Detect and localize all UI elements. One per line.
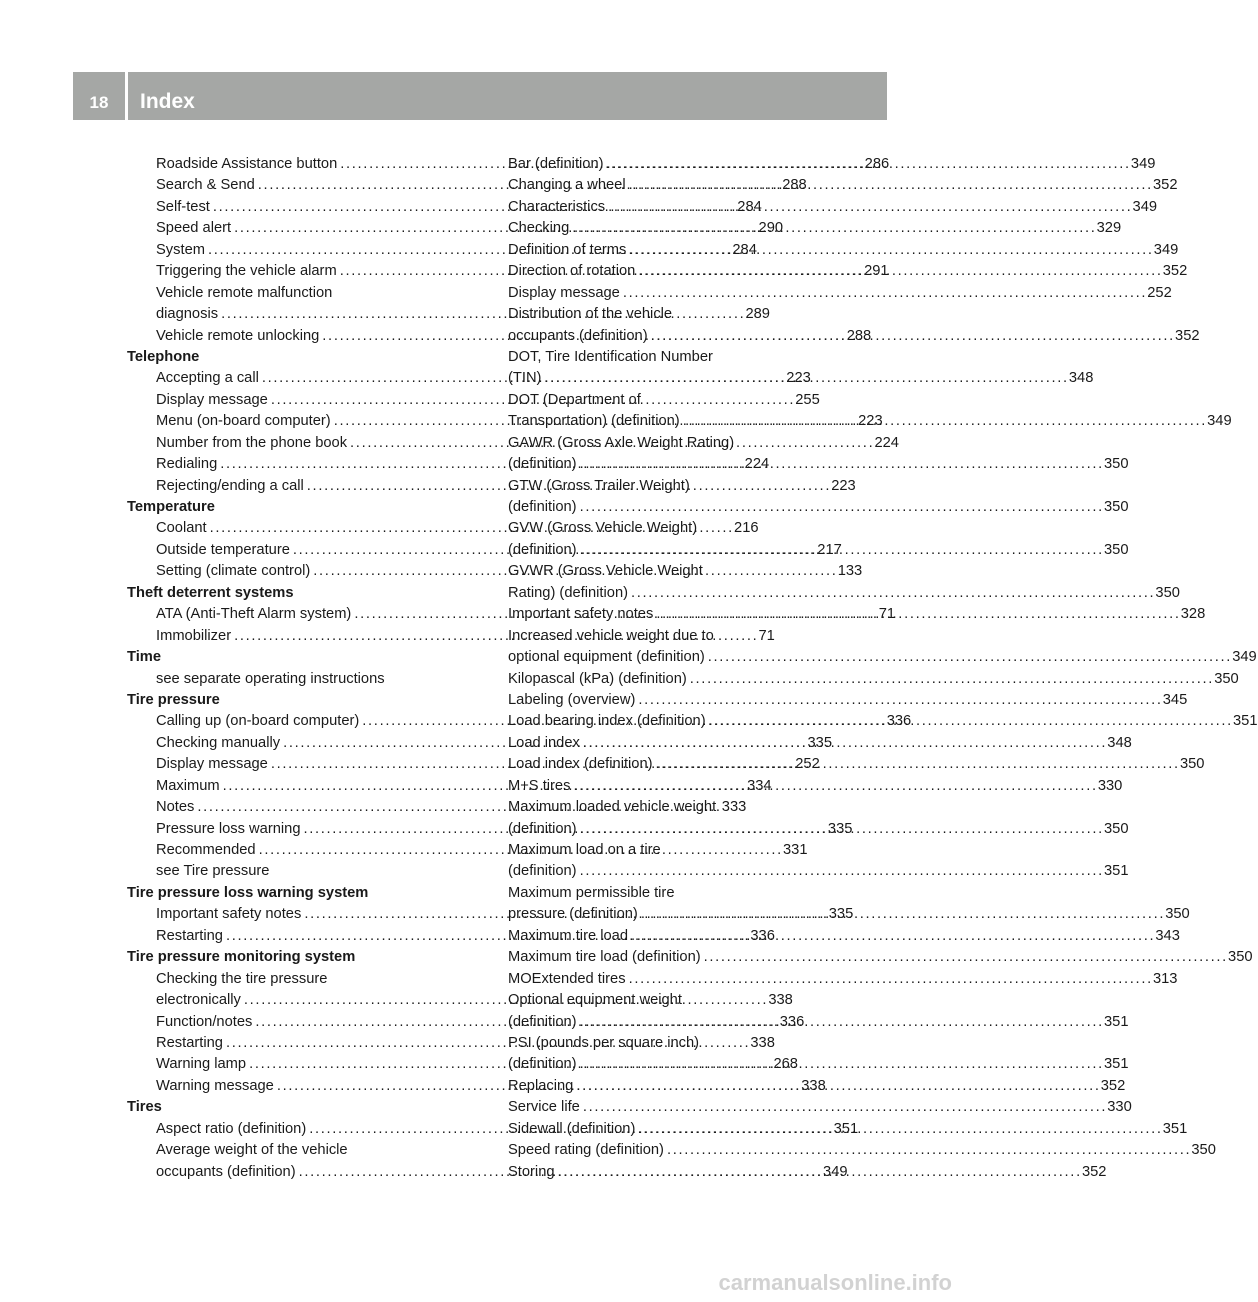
dot-leader bbox=[580, 819, 1101, 840]
entry-text: System bbox=[156, 241, 205, 258]
dot-leader bbox=[704, 947, 1225, 968]
index-entry bbox=[127, 969, 459, 990]
dot-leader bbox=[558, 1162, 1079, 1183]
page-reference: 352 bbox=[1153, 177, 1178, 194]
index-entry bbox=[508, 454, 1129, 475]
index-heading bbox=[127, 583, 459, 604]
index-entry bbox=[508, 368, 1094, 389]
entry-text: Tires bbox=[127, 1099, 162, 1116]
entry-text: Accepting a call bbox=[156, 370, 259, 387]
page-reference: 350 bbox=[1191, 1142, 1216, 1159]
index-entry bbox=[127, 1140, 459, 1161]
dot-leader bbox=[638, 261, 1159, 282]
page-reference: 216 bbox=[734, 520, 759, 537]
page-reference: 350 bbox=[1155, 584, 1180, 601]
page-reference: 352 bbox=[1162, 263, 1188, 280]
page-reference: 350 bbox=[1103, 456, 1129, 473]
entry-text: Maximum tire load bbox=[508, 927, 628, 944]
entry-text: Vehicle remote malfunction bbox=[156, 284, 333, 301]
index-entry bbox=[508, 476, 811, 497]
entry-text: Calling up (on-board computer) bbox=[156, 713, 360, 730]
entry-text: Coolant bbox=[156, 520, 207, 537]
page-reference: 350 bbox=[1179, 756, 1205, 773]
page-reference: 252 bbox=[795, 756, 820, 773]
index-entry bbox=[508, 797, 811, 818]
entry-text: Load index bbox=[508, 734, 580, 751]
entry-text: Setting (climate control) bbox=[156, 563, 311, 580]
index-heading bbox=[127, 1097, 459, 1118]
index-entry bbox=[508, 626, 811, 647]
entry-text: MOExtended tires bbox=[508, 970, 626, 987]
page-reference: 334 bbox=[747, 777, 772, 794]
entry-text: Temperature bbox=[127, 499, 215, 515]
entry-text: Maximum tire load (definition) bbox=[508, 949, 701, 966]
entry-text: optional equipment (definition) bbox=[508, 649, 705, 666]
watermark: carmanualsonline.info bbox=[718, 1270, 952, 1295]
index-heading bbox=[127, 497, 459, 518]
page-reference: 348 bbox=[1068, 370, 1094, 387]
dot-leader bbox=[708, 647, 1229, 668]
entry-text: Menu (on-board computer) bbox=[156, 413, 331, 430]
entry-text: Restarting bbox=[156, 1034, 223, 1051]
entry-text: Definition of terms bbox=[508, 241, 627, 258]
index-entry bbox=[508, 840, 811, 861]
page-reference: 350 bbox=[1165, 906, 1190, 923]
entry-text: Display message bbox=[508, 284, 620, 301]
index-heading bbox=[127, 690, 459, 711]
entry-text: Function/notes bbox=[156, 1013, 253, 1030]
entry-text: Average weight of the vehicle bbox=[156, 1142, 348, 1159]
index-entry bbox=[127, 861, 459, 882]
page-reference: 333 bbox=[721, 799, 747, 816]
page-reference: 289 bbox=[745, 306, 770, 323]
dot-leader bbox=[667, 1140, 1188, 1161]
page-reference: 351 bbox=[1233, 713, 1258, 730]
entry-text: ATA (Anti-Theft Alarm system) bbox=[156, 606, 352, 623]
entry-text: GVW (Gross Vehicle Weight) bbox=[508, 520, 698, 537]
entry-text: (definition) bbox=[508, 456, 577, 473]
index-entry bbox=[508, 497, 1129, 518]
dot-leader bbox=[683, 411, 1204, 432]
index-heading bbox=[127, 947, 459, 968]
index-entry bbox=[127, 368, 811, 389]
dot-leader bbox=[580, 861, 1101, 882]
index-entry bbox=[127, 669, 459, 690]
page-reference: 352 bbox=[1175, 327, 1200, 344]
entry-text: Maximum loaded vehicle weight bbox=[508, 799, 717, 816]
entry-text: Labeling (overview) bbox=[508, 691, 636, 708]
entry-text: Immobilizer bbox=[156, 627, 232, 644]
entry-text: Search & Send bbox=[156, 177, 255, 194]
index-entry bbox=[508, 304, 811, 325]
entry-text: Redialing bbox=[156, 456, 218, 473]
entry-text: (definition) bbox=[508, 541, 577, 558]
index-entry bbox=[508, 947, 1253, 968]
page-reference: 330 bbox=[1107, 1099, 1132, 1116]
page-reference: 288 bbox=[782, 177, 807, 194]
page-reference: 286 bbox=[864, 156, 890, 172]
entry-text: Service life bbox=[508, 1099, 580, 1116]
entry-text: electronically bbox=[156, 992, 241, 1009]
page-reference: 336 bbox=[779, 1013, 805, 1030]
page-reference: 290 bbox=[758, 220, 784, 237]
dot-leader bbox=[580, 454, 1101, 475]
index-entry bbox=[508, 1140, 1216, 1161]
page-reference: 223 bbox=[831, 477, 856, 494]
dot-leader bbox=[631, 583, 1152, 604]
index-entry bbox=[508, 883, 811, 904]
entry-text: Important safety notes bbox=[156, 906, 302, 923]
page-reference: 338 bbox=[768, 992, 793, 1009]
entry-text: GTW (Gross Trailer Weight) bbox=[508, 477, 690, 494]
dot-leader bbox=[580, 540, 1101, 561]
entry-text: (definition) bbox=[508, 863, 577, 880]
entry-text: Load index (definition) bbox=[508, 756, 653, 773]
entry-text: Kilopascal (kPa) (definition) bbox=[508, 670, 687, 687]
entry-text: GVWR (Gross Vehicle Weight bbox=[508, 563, 703, 580]
index-entry bbox=[508, 690, 1188, 711]
page-reference: 284 bbox=[732, 241, 757, 258]
dot-leader bbox=[629, 969, 1150, 990]
dot-leader bbox=[580, 1054, 1101, 1075]
index-entry bbox=[508, 1054, 1129, 1075]
index-entry bbox=[508, 1012, 1129, 1033]
entry-text: Self-test bbox=[156, 198, 210, 215]
entry-text: Maximum bbox=[156, 777, 220, 794]
page-reference: 351 bbox=[1103, 1013, 1129, 1030]
page-reference: 288 bbox=[846, 327, 872, 344]
entry-text: pressure (definition) bbox=[508, 906, 638, 923]
index-entry bbox=[508, 969, 1178, 990]
header-divider bbox=[125, 72, 128, 120]
page-reference: 345 bbox=[1162, 691, 1188, 708]
page-reference: 348 bbox=[1107, 734, 1132, 751]
dot-leader bbox=[580, 497, 1101, 518]
entry-text: Outside temperature bbox=[156, 541, 290, 558]
page-reference: 291 bbox=[864, 263, 889, 280]
index-entry bbox=[508, 218, 1122, 239]
index-heading bbox=[127, 883, 459, 904]
entry-text: Display message bbox=[156, 756, 268, 773]
dot-leader bbox=[607, 154, 1128, 175]
index-entry bbox=[508, 197, 1158, 218]
entry-text: Distribution of the vehicle bbox=[508, 306, 673, 323]
dot-leader bbox=[638, 690, 1159, 711]
entry-text: GAWR (Gross Axle Weight Rating) bbox=[508, 434, 735, 451]
entry-text: diagnosis bbox=[156, 306, 219, 323]
entry-text: Tire pressure bbox=[127, 691, 220, 708]
page-reference: 328 bbox=[1180, 606, 1206, 623]
entry-text: Increased vehicle weight due to bbox=[508, 627, 714, 644]
page-reference: 335 bbox=[827, 820, 853, 837]
dot-leader bbox=[572, 218, 1093, 239]
page-reference: 71 bbox=[878, 606, 896, 623]
entry-text: occupants (definition) bbox=[156, 1163, 296, 1180]
entry-text: (TIN) bbox=[508, 370, 542, 387]
index-entry bbox=[508, 390, 811, 411]
page-reference: 284 bbox=[737, 198, 762, 215]
index-entry bbox=[508, 669, 1239, 690]
entry-text: Maximum load on a tire bbox=[508, 842, 661, 858]
page-reference: 224 bbox=[744, 456, 770, 473]
page-reference: 338 bbox=[750, 1034, 775, 1051]
page-reference: 349 bbox=[1153, 241, 1179, 258]
page-reference: 336 bbox=[886, 713, 912, 730]
entry-text: Vehicle remote unlocking bbox=[156, 327, 320, 344]
entry-text: Restarting bbox=[156, 927, 223, 944]
page-reference: 255 bbox=[795, 391, 820, 408]
index-entry bbox=[508, 240, 1179, 261]
page-reference: 133 bbox=[837, 563, 863, 580]
page-reference: 335 bbox=[807, 734, 833, 751]
dot-leader bbox=[638, 1119, 1159, 1140]
dot-leader bbox=[583, 1097, 1104, 1118]
entry-text: Important safety notes bbox=[508, 606, 654, 623]
entry-text: Checking bbox=[508, 220, 570, 237]
index-entry bbox=[508, 518, 811, 539]
page-reference: 349 bbox=[1207, 413, 1232, 430]
dot-leader bbox=[656, 604, 1177, 625]
entry-text: (definition) bbox=[508, 820, 577, 837]
page-reference: 338 bbox=[801, 1077, 826, 1094]
entry-text: see separate operating instructions bbox=[156, 670, 385, 687]
page-reference: 350 bbox=[1214, 670, 1239, 687]
page-reference: 352 bbox=[1100, 1077, 1126, 1094]
page-reference: 349 bbox=[823, 1163, 848, 1180]
entry-text: Speed rating (definition) bbox=[508, 1142, 664, 1159]
entry-text: Triggering the vehicle alarm bbox=[156, 263, 337, 280]
entry-text: (definition) bbox=[508, 499, 577, 515]
page-reference: 351 bbox=[1162, 1120, 1188, 1137]
page-reference: 329 bbox=[1096, 220, 1122, 237]
index-heading bbox=[127, 347, 459, 368]
entry-text: Tire pressure monitoring system bbox=[127, 949, 356, 966]
dot-leader bbox=[641, 904, 1162, 925]
index-entry bbox=[508, 1119, 1188, 1140]
page-reference: 217 bbox=[817, 541, 842, 558]
index-entry bbox=[508, 583, 1180, 604]
index-entry bbox=[508, 283, 1172, 304]
dot-leader bbox=[576, 1076, 1097, 1097]
entry-text: Pressure loss warning bbox=[156, 820, 301, 837]
page-reference: 350 bbox=[1103, 499, 1129, 515]
page-reference: 330 bbox=[1097, 777, 1123, 794]
entry-text: occupants (definition) bbox=[508, 327, 648, 344]
entry-text: PSI (pounds per square inch) bbox=[508, 1034, 700, 1051]
dot-leader bbox=[651, 326, 1172, 347]
entry-text: (definition) bbox=[508, 1056, 577, 1073]
section-title: Index bbox=[140, 90, 195, 113]
index-entry bbox=[508, 926, 1180, 947]
index-entry bbox=[508, 347, 811, 368]
entry-text: Load bearing index (definition) bbox=[508, 713, 706, 730]
index-heading bbox=[127, 647, 459, 668]
entry-text: M+S tires bbox=[508, 777, 571, 794]
entry-text: Rejecting/ending a call bbox=[156, 477, 304, 494]
page-reference: 350 bbox=[1103, 820, 1129, 837]
page-header bbox=[73, 72, 887, 120]
entry-text: Roadside Assistance button bbox=[156, 156, 338, 172]
page-reference: 349 bbox=[1132, 198, 1158, 215]
index-entry bbox=[127, 283, 459, 304]
page-reference: 252 bbox=[1147, 284, 1172, 301]
entry-text: Checking the tire pressure bbox=[156, 970, 328, 987]
page-reference: 268 bbox=[773, 1056, 798, 1073]
dot-leader bbox=[544, 368, 1065, 389]
entry-text: Number from the phone book bbox=[156, 434, 348, 451]
dot-leader bbox=[573, 776, 1094, 797]
page-reference: 223 bbox=[786, 370, 811, 387]
page-number: 18 bbox=[89, 93, 109, 112]
entry-text: Characteristics bbox=[508, 198, 606, 215]
entry-text: Notes bbox=[156, 799, 195, 816]
entry-text: Tire pressure loss warning system bbox=[127, 884, 369, 901]
dot-leader bbox=[690, 669, 1211, 690]
index-entry bbox=[508, 861, 1129, 882]
entry-text: Sidewall (definition) bbox=[508, 1120, 636, 1137]
index-entry bbox=[508, 433, 811, 454]
entry-text: Transportation) (definition) bbox=[508, 413, 680, 430]
page-reference: 350 bbox=[1103, 541, 1129, 558]
dot-leader bbox=[631, 926, 1152, 947]
dot-leader bbox=[629, 240, 1150, 261]
entry-text: Theft deterrent systems bbox=[127, 584, 294, 601]
dot-leader bbox=[629, 175, 1150, 196]
index-entry bbox=[508, 1097, 1132, 1118]
entry-text: Changing a wheel bbox=[508, 177, 626, 194]
entry-text: Recommended bbox=[156, 842, 256, 858]
page-reference: 350 bbox=[1228, 949, 1253, 966]
entry-text: DOT (Department of bbox=[508, 391, 641, 408]
entry-text: Direction of rotation bbox=[508, 263, 636, 280]
entry-text: Aspect ratio (definition) bbox=[156, 1120, 307, 1137]
entry-text: (definition) bbox=[508, 1013, 577, 1030]
page-reference: 349 bbox=[1130, 156, 1156, 172]
page-reference: 349 bbox=[1232, 649, 1257, 666]
entry-text: Storing bbox=[508, 1163, 555, 1180]
page-reference: 351 bbox=[1103, 863, 1129, 880]
entry-text: DOT, Tire Identification Number bbox=[508, 348, 713, 365]
page-reference: 331 bbox=[783, 842, 808, 858]
dot-leader bbox=[608, 197, 1129, 218]
entry-text: see Tire pressure bbox=[156, 863, 270, 880]
index-entry bbox=[508, 754, 1205, 775]
entry-text: Display message bbox=[156, 391, 268, 408]
page-reference: 352 bbox=[1081, 1163, 1107, 1180]
entry-text: Warning lamp bbox=[156, 1056, 247, 1073]
index-entry bbox=[508, 990, 811, 1011]
dot-leader bbox=[709, 711, 1230, 732]
index-entry bbox=[508, 776, 1123, 797]
entry-text: Rating) (definition) bbox=[508, 584, 629, 601]
entry-text: Replacing bbox=[508, 1077, 574, 1094]
entry-text: Time bbox=[127, 649, 162, 666]
entry-text: Warning message bbox=[156, 1077, 274, 1094]
page-reference: 224 bbox=[874, 434, 899, 451]
dot-leader bbox=[656, 754, 1177, 775]
page-reference: 223 bbox=[858, 413, 883, 430]
page-reference: 335 bbox=[828, 906, 854, 923]
page-reference: 343 bbox=[1155, 927, 1180, 944]
dot-leader bbox=[580, 1012, 1101, 1033]
page-reference: 71 bbox=[758, 627, 775, 644]
entry-text: Checking manually bbox=[156, 734, 281, 751]
dot-leader bbox=[583, 733, 1104, 754]
entry-text: Telephone bbox=[127, 348, 200, 365]
index-entry bbox=[508, 647, 1257, 668]
entry-text: Optional equipment weight bbox=[508, 992, 682, 1009]
page-reference: 313 bbox=[1152, 970, 1178, 987]
index-entry bbox=[508, 561, 811, 582]
index-entry bbox=[508, 1033, 811, 1054]
index-entry bbox=[508, 175, 1178, 196]
page-reference: 336 bbox=[750, 927, 775, 944]
page-reference: 351 bbox=[1103, 1056, 1129, 1073]
entry-text: Bar (definition) bbox=[508, 156, 604, 172]
entry-text: Maximum permissible tire bbox=[508, 884, 675, 901]
entry-text: Speed alert bbox=[156, 220, 232, 237]
page-reference: 351 bbox=[833, 1120, 859, 1137]
dot-leader bbox=[623, 283, 1144, 304]
